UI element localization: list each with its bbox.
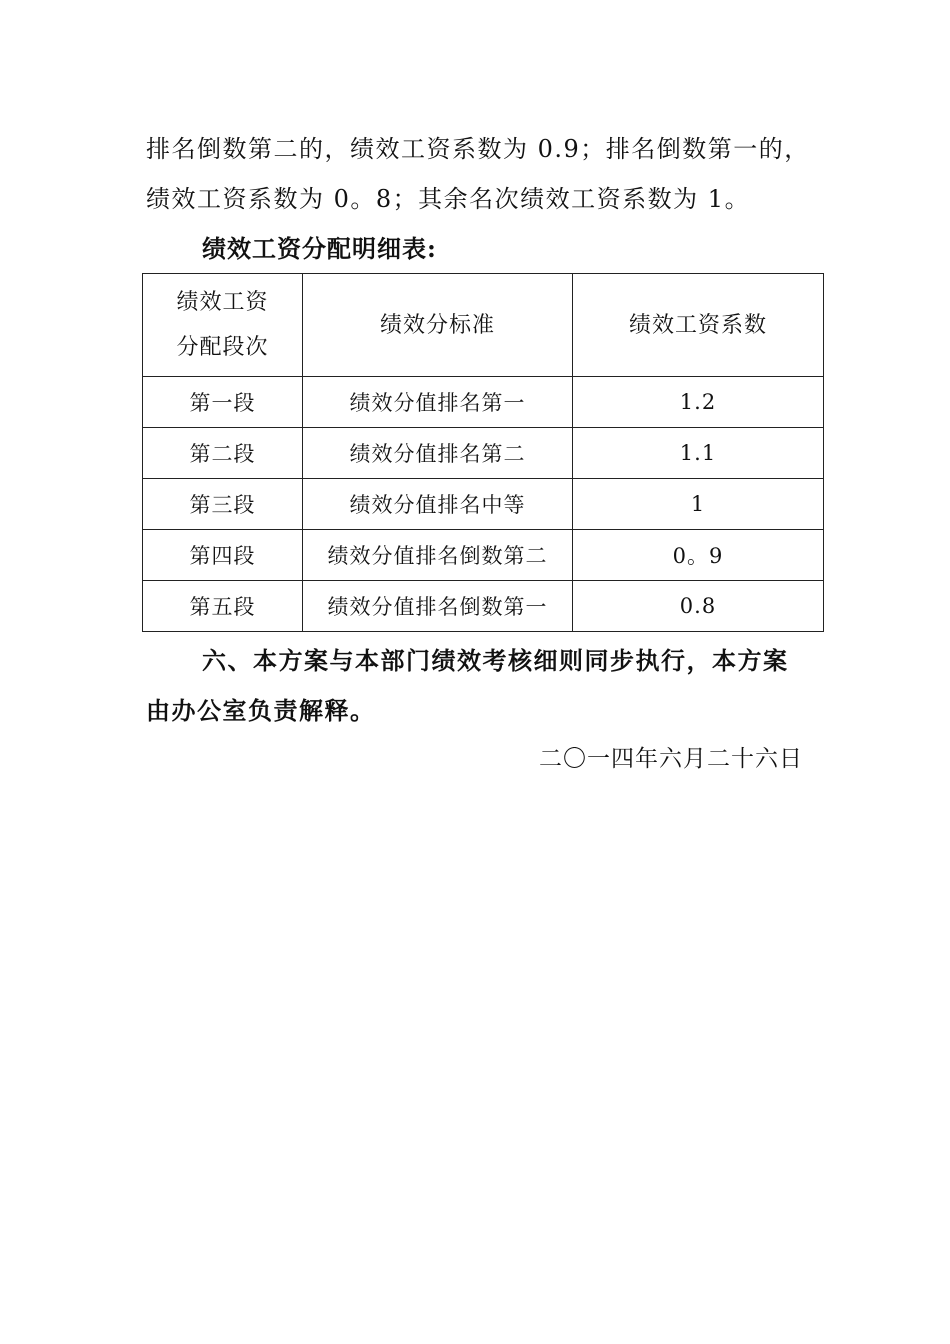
cell-segment: 第一段 [143, 377, 303, 428]
header-segment [143, 274, 303, 377]
header-standard: 绩效分标准 [303, 274, 573, 377]
cell-segment: 第二段 [143, 428, 303, 479]
cell-standard: 绩效分值排名倒数第二 [303, 530, 573, 581]
body-text-line-2: 绩效工资系数为 0。8；其余名次绩效工资系数为 1。 [146, 185, 751, 213]
document-date: 二〇一四年六月二十六日 [539, 746, 803, 772]
cell-segment: 第五段 [143, 581, 303, 632]
cell-segment: 第四段 [143, 530, 303, 581]
header-segment-line-1: 绩效工资 [176, 290, 269, 315]
cell-coefficient: 0.8 [573, 581, 824, 632]
table-row [143, 377, 824, 428]
cell-coefficient: 1.2 [573, 377, 824, 428]
cell-standard: 绩效分值排名倒数第一 [303, 581, 573, 632]
table-row [143, 581, 824, 632]
wage-allocation-table [142, 273, 824, 632]
closing-text-line-2: 由办公室负责解释。 [146, 696, 376, 725]
cell-coefficient: 1.1 [573, 428, 824, 479]
body-text-line-1: 排名倒数第二的，绩效工资系数为 0.9；排名倒数第一的， [146, 135, 810, 163]
cell-standard: 绩效分值排名第二 [303, 428, 573, 479]
cell-standard: 绩效分值排名第一 [303, 377, 573, 428]
cell-segment: 第三段 [143, 479, 303, 530]
table-caption: 绩效工资分配明细表: [202, 234, 437, 263]
table-header-row [143, 274, 824, 377]
cell-coefficient: 1 [573, 479, 824, 530]
header-segment-line-2: 分配段次 [176, 335, 269, 360]
closing-text-line-1: 六、本方案与本部门绩效考核细则同步执行，本方案 [202, 646, 789, 675]
table-row [143, 428, 824, 479]
cell-coefficient: 0。9 [573, 530, 824, 581]
table-row [143, 479, 824, 530]
cell-standard: 绩效分值排名中等 [303, 479, 573, 530]
table-row [143, 530, 824, 581]
header-coefficient: 绩效工资系数 [573, 274, 824, 377]
